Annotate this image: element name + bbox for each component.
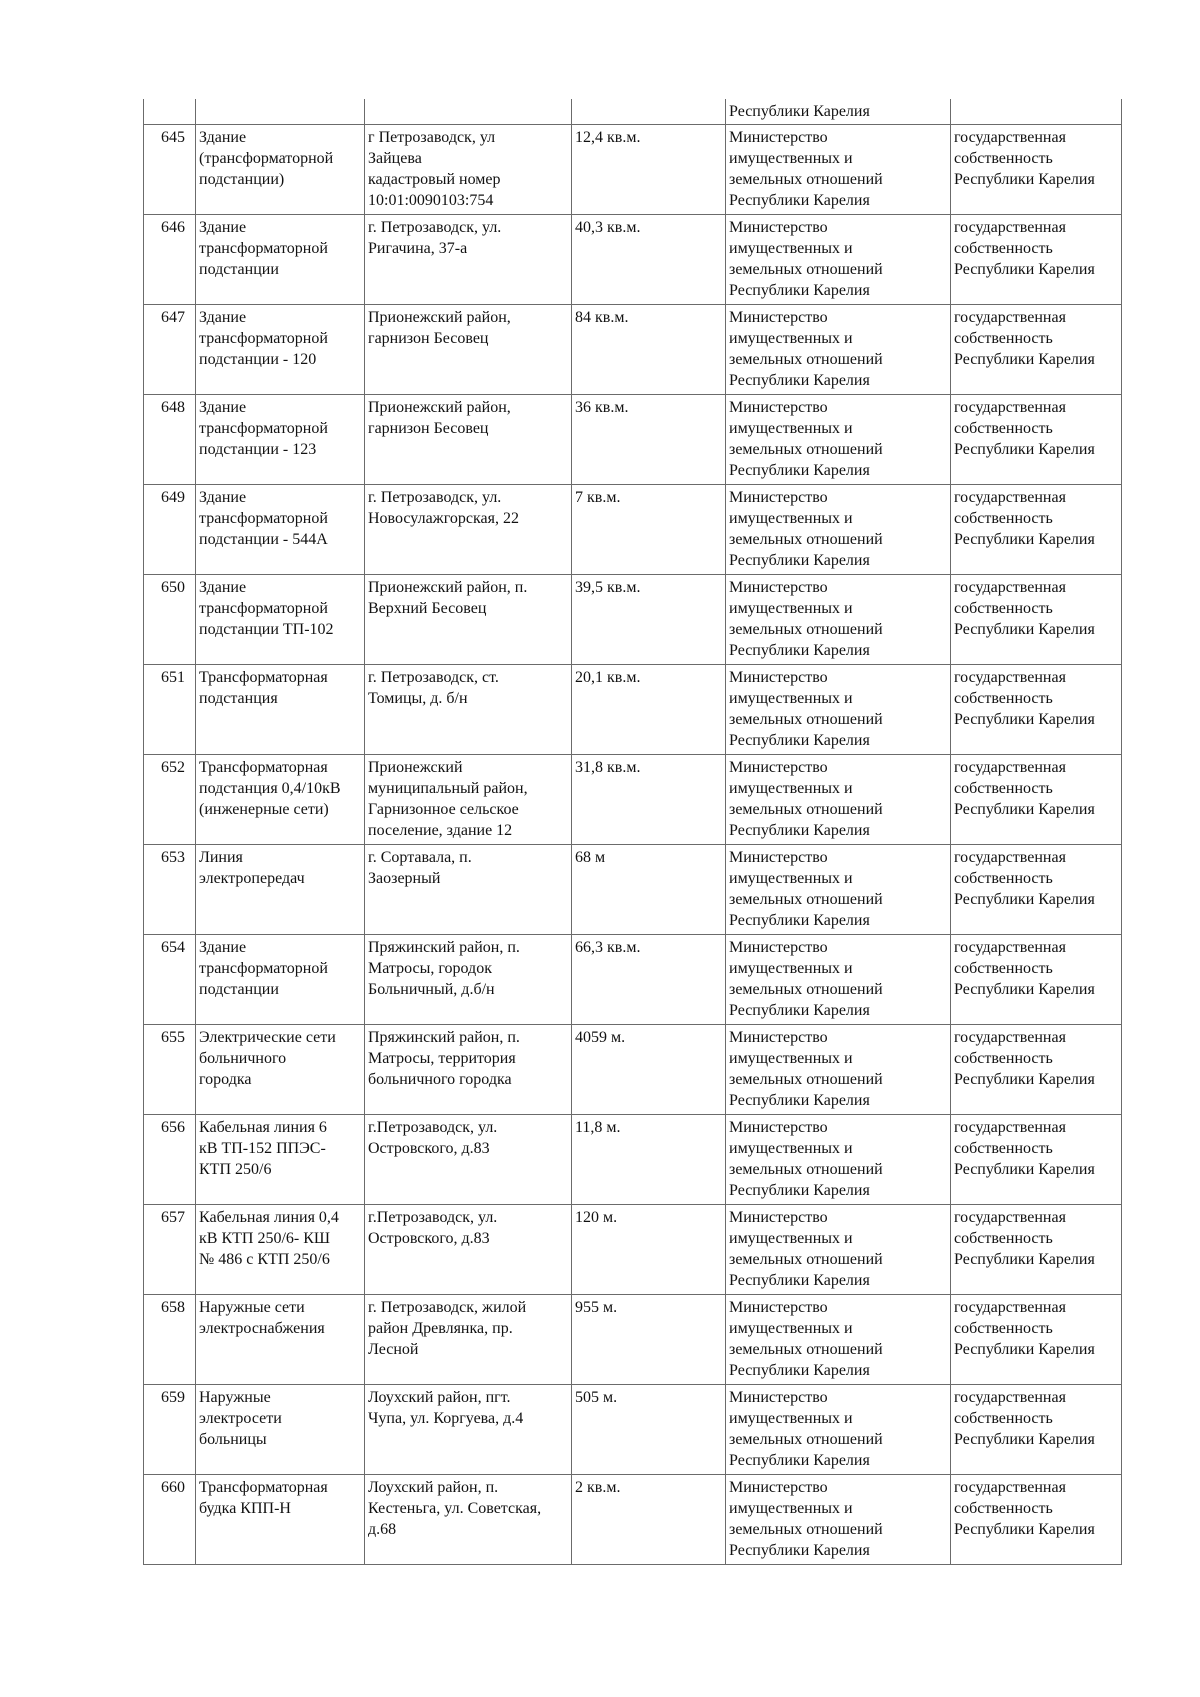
table-row	[144, 1025, 1122, 1115]
cell-ownership: государственная собственность Республики Карелия	[951, 665, 1122, 755]
cell-address: Пряжинский район, п. Матросы, территория больничного городка	[365, 1025, 572, 1115]
cell-name: Здание трансформаторной подстанции - 123	[196, 395, 365, 485]
table-row	[144, 845, 1122, 935]
cell-name: Кабельная линия 0,4 кВ КТП 250/6- КШ № 486 с КТП 250/6	[196, 1205, 365, 1295]
cell-name: Наружные сети электроснабжения	[196, 1295, 365, 1385]
table-row	[144, 665, 1122, 755]
cell-area: 84 кв.м.	[572, 305, 726, 395]
cell-owner: Министерство имущественных и земельных отношений Республики Карелия	[726, 1385, 951, 1475]
cell-owner: Республики Карелия	[726, 99, 951, 125]
cell-owner: Министерство имущественных и земельных отношений Республики Карелия	[726, 845, 951, 935]
cell-area: 955 м.	[572, 1295, 726, 1385]
cell-ownership: государственная собственность Республики Карелия	[951, 1385, 1122, 1475]
cell-area: 31,8 кв.м.	[572, 755, 726, 845]
cell-area: 39,5 кв.м.	[572, 575, 726, 665]
cell-area: 12,4 кв.м.	[572, 125, 726, 215]
cell-area	[572, 99, 726, 125]
cell-num: 646	[144, 215, 196, 305]
cell-address: Прионежский район, п. Верхний Бесовец	[365, 575, 572, 665]
cell-num: 654	[144, 935, 196, 1025]
table-row	[144, 935, 1122, 1025]
cell-owner: Министерство имущественных и земельных отношений Республики Карелия	[726, 1295, 951, 1385]
cell-ownership: государственная собственность Республики Карелия	[951, 755, 1122, 845]
cell-owner: Министерство имущественных и земельных отношений Республики Карелия	[726, 1115, 951, 1205]
cell-owner: Министерство имущественных и земельных отношений Республики Карелия	[726, 935, 951, 1025]
cell-owner: Министерство имущественных и земельных отношений Республики Карелия	[726, 125, 951, 215]
cell-num: 652	[144, 755, 196, 845]
cell-num: 658	[144, 1295, 196, 1385]
continuation-row	[144, 99, 1122, 125]
cell-owner: Министерство имущественных и земельных отношений Республики Карелия	[726, 665, 951, 755]
table-row	[144, 395, 1122, 485]
cell-num: 649	[144, 485, 196, 575]
cell-area: 20,1 кв.м.	[572, 665, 726, 755]
cell-address: г.Петрозаводск, ул. Островского, д.83	[365, 1205, 572, 1295]
cell-name: Здание трансформаторной подстанции - 544А	[196, 485, 365, 575]
cell-name: Электрические сети больничного городка	[196, 1025, 365, 1115]
cell-owner: Министерство имущественных и земельных отношений Республики Карелия	[726, 215, 951, 305]
cell-num: 656	[144, 1115, 196, 1205]
cell-owner: Министерство имущественных и земельных отношений Республики Карелия	[726, 305, 951, 395]
cell-address: Пряжинский район, п. Матросы, городок Больничный, д.б/н	[365, 935, 572, 1025]
cell-area: 505 м.	[572, 1385, 726, 1475]
cell-area: 2 кв.м.	[572, 1475, 726, 1565]
cell-num: 659	[144, 1385, 196, 1475]
cell-owner: Министерство имущественных и земельных отношений Республики Карелия	[726, 755, 951, 845]
cell-address: г. Петрозаводск, ст. Томицы, д. б/н	[365, 665, 572, 755]
cell-address: г. Петрозаводск, ул. Ригачина, 37-а	[365, 215, 572, 305]
cell-address: Лоухский район, пгт. Чупа, ул. Коргуева, д.4	[365, 1385, 572, 1475]
cell-name: Здание (трансформаторной подстанции)	[196, 125, 365, 215]
table-row	[144, 305, 1122, 395]
cell-address: г.Петрозаводск, ул. Островского, д.83	[365, 1115, 572, 1205]
cell-owner: Министерство имущественных и земельных отношений Республики Карелия	[726, 1025, 951, 1115]
cell-num: 655	[144, 1025, 196, 1115]
cell-name: Трансформаторная подстанция 0,4/10кВ (инженерные сети)	[196, 755, 365, 845]
cell-ownership: государственная собственность Республики Карелия	[951, 1475, 1122, 1565]
table-row	[144, 575, 1122, 665]
cell-name: Здание трансформаторной подстанции ТП-102	[196, 575, 365, 665]
table-row	[144, 485, 1122, 575]
cell-ownership: государственная собственность Республики Карелия	[951, 935, 1122, 1025]
cell-name: Трансформаторная будка КПП-Н	[196, 1475, 365, 1565]
property-registry-table	[143, 99, 1122, 1565]
cell-address: г Петрозаводск, ул Зайцева кадастровый номер 10:01:0090103:754	[365, 125, 572, 215]
cell-num	[144, 99, 196, 125]
cell-address: Прионежский район, гарнизон Бесовец	[365, 395, 572, 485]
cell-ownership: государственная собственность Республики Карелия	[951, 215, 1122, 305]
cell-name	[196, 99, 365, 125]
cell-num: 650	[144, 575, 196, 665]
cell-name: Здание трансформаторной подстанции - 120	[196, 305, 365, 395]
table-row	[144, 215, 1122, 305]
table-row	[144, 125, 1122, 215]
cell-area: 68 м	[572, 845, 726, 935]
table-row	[144, 755, 1122, 845]
cell-name: Кабельная линия 6 кВ ТП-152 ППЭС- КТП 250/6	[196, 1115, 365, 1205]
cell-name: Здание трансформаторной подстанции	[196, 215, 365, 305]
cell-ownership: государственная собственность Республики Карелия	[951, 485, 1122, 575]
cell-num: 657	[144, 1205, 196, 1295]
cell-ownership: государственная собственность Республики Карелия	[951, 1205, 1122, 1295]
cell-area: 120 м.	[572, 1205, 726, 1295]
cell-num: 647	[144, 305, 196, 395]
table-row	[144, 1115, 1122, 1205]
cell-name: Здание трансформаторной подстанции	[196, 935, 365, 1025]
cell-ownership: государственная собственность Республики Карелия	[951, 575, 1122, 665]
cell-num: 648	[144, 395, 196, 485]
cell-address: г. Петрозаводск, жилой район Древлянка, пр. Лесной	[365, 1295, 572, 1385]
cell-address: Прионежский район, гарнизон Бесовец	[365, 305, 572, 395]
cell-owner: Министерство имущественных и земельных отношений Республики Карелия	[726, 485, 951, 575]
cell-ownership	[951, 99, 1122, 125]
cell-ownership: государственная собственность Республики Карелия	[951, 395, 1122, 485]
cell-address: Лоухский район, п. Кестеньга, ул. Советская, д.68	[365, 1475, 572, 1565]
cell-address	[365, 99, 572, 125]
cell-area: 66,3 кв.м.	[572, 935, 726, 1025]
cell-owner: Министерство имущественных и земельных отношений Республики Карелия	[726, 1475, 951, 1565]
cell-owner: Министерство имущественных и земельных отношений Республики Карелия	[726, 1205, 951, 1295]
cell-owner: Министерство имущественных и земельных отношений Республики Карелия	[726, 395, 951, 485]
cell-ownership: государственная собственность Республики Карелия	[951, 1115, 1122, 1205]
cell-num: 653	[144, 845, 196, 935]
cell-num: 645	[144, 125, 196, 215]
cell-area: 4059 м.	[572, 1025, 726, 1115]
cell-ownership: государственная собственность Республики Карелия	[951, 1295, 1122, 1385]
table-row	[144, 1295, 1122, 1385]
cell-ownership: государственная собственность Республики Карелия	[951, 125, 1122, 215]
cell-name: Наружные электросети больницы	[196, 1385, 365, 1475]
cell-ownership: государственная собственность Республики Карелия	[951, 305, 1122, 395]
cell-area: 7 кв.м.	[572, 485, 726, 575]
cell-area: 36 кв.м.	[572, 395, 726, 485]
cell-ownership: государственная собственность Республики Карелия	[951, 845, 1122, 935]
cell-name: Линия электропередач	[196, 845, 365, 935]
cell-num: 660	[144, 1475, 196, 1565]
cell-address: г. Сортавала, п. Заозерный	[365, 845, 572, 935]
cell-address: Прионежский муниципальный район, Гарнизонное сельское поселение, здание 12	[365, 755, 572, 845]
cell-name: Трансформаторная подстанция	[196, 665, 365, 755]
table-row	[144, 1205, 1122, 1295]
cell-owner: Министерство имущественных и земельных отношений Республики Карелия	[726, 575, 951, 665]
table-row	[144, 1385, 1122, 1475]
cell-num: 651	[144, 665, 196, 755]
table-row	[144, 1475, 1122, 1565]
cell-ownership: государственная собственность Республики Карелия	[951, 1025, 1122, 1115]
cell-area: 11,8 м.	[572, 1115, 726, 1205]
cell-address: г. Петрозаводск, ул. Новосулажгорская, 22	[365, 485, 572, 575]
cell-area: 40,3 кв.м.	[572, 215, 726, 305]
registry-body	[144, 99, 1122, 1565]
